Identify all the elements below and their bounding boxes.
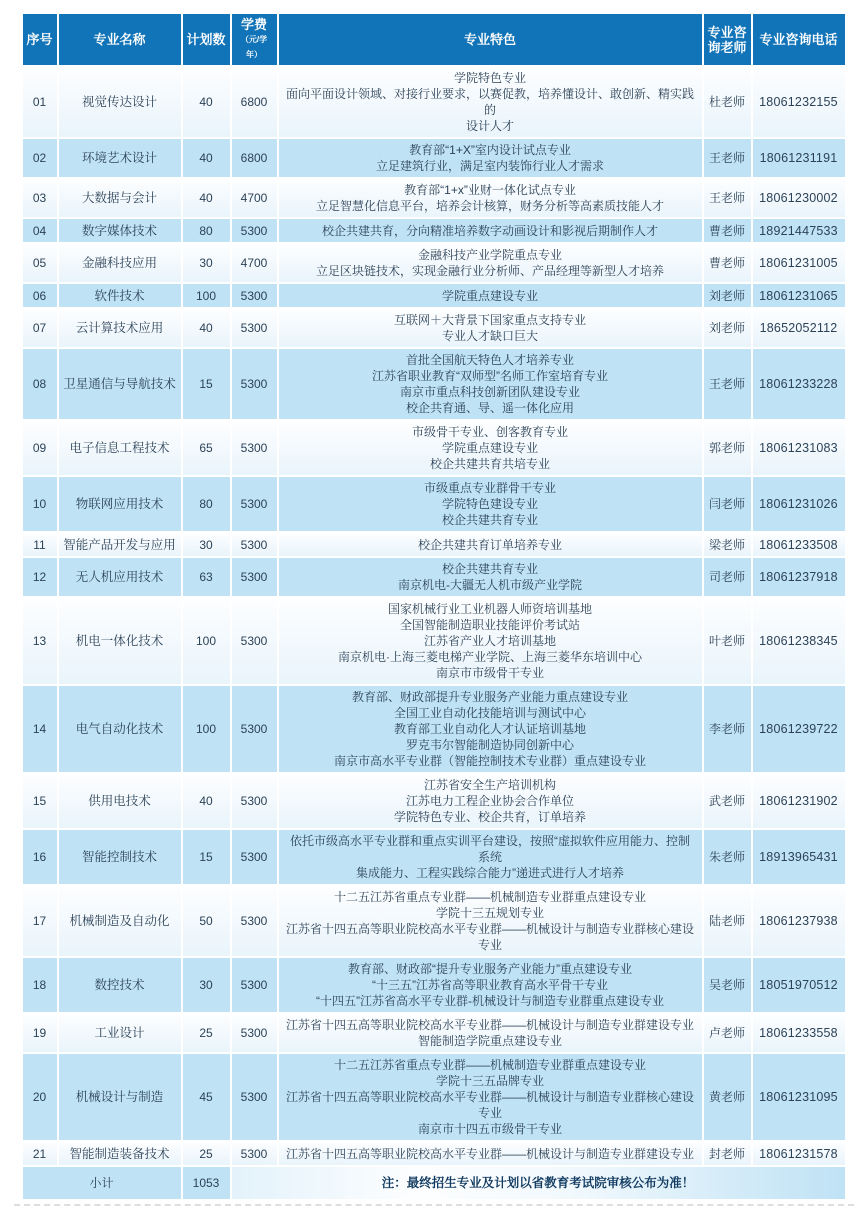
col-header-tuition (232, 14, 277, 65)
consult-teacher: 武老师 (704, 774, 751, 828)
major-features (279, 830, 702, 884)
feature-line: 学院重点建设专业 (441, 441, 538, 455)
major-features (279, 477, 702, 531)
major-name: 工业设计 (59, 1014, 181, 1052)
major-features (279, 1054, 702, 1140)
col-header-plan-count: 计划数 (183, 14, 230, 65)
feature-line: 市级重点专业群骨干专业 (423, 481, 556, 495)
consult-phone: 18913965431 (753, 830, 845, 884)
consult-teacher: 司老师 (704, 558, 751, 596)
table-footer-row (23, 1167, 845, 1199)
table-row (23, 1014, 845, 1052)
tuition-fee: 6800 (232, 139, 277, 177)
feature-line: 全国智能制造职业技能评价考试站 (399, 618, 580, 632)
plan-count: 25 (183, 1142, 230, 1165)
feature-line: 立足建筑行业，满足室内装饰行业人才需求 (375, 159, 604, 173)
plan-count: 30 (183, 244, 230, 282)
major-name: 大数据与会计 (59, 179, 181, 217)
feature-line: 江苏省十四五高等职业院校高水平专业群——机械设计与制造专业群核心建设专业 (285, 922, 694, 952)
table-row (23, 309, 845, 347)
consult-teacher: 黄老师 (704, 1054, 751, 1140)
tuition-fee: 5300 (232, 958, 277, 1012)
consult-phone: 18061231005 (753, 244, 845, 282)
consult-teacher: 梁老师 (704, 533, 751, 556)
consult-phone: 18061233508 (753, 533, 845, 556)
row-number: 16 (23, 830, 57, 884)
row-number: 04 (23, 219, 57, 242)
tuition-fee: 5300 (232, 886, 277, 956)
row-number: 01 (23, 67, 57, 137)
major-name: 云计算技术应用 (59, 309, 181, 347)
major-name: 电气自动化技术 (59, 686, 181, 772)
plan-count: 40 (183, 309, 230, 347)
table-header-row (23, 14, 845, 65)
plan-count: 40 (183, 774, 230, 828)
feature-line: 首批全国航天特色人才培养专业 (405, 353, 574, 367)
feature-line: 南京市市级骨干专业 (435, 666, 544, 680)
footer-note: 注：最终招生专业及计划以省教育考试院审核公布为准！ (232, 1167, 845, 1199)
consult-phone: 18061231902 (753, 774, 845, 828)
tuition-fee: 5300 (232, 219, 277, 242)
tuition-fee: 4700 (232, 179, 277, 217)
consult-phone: 18061233228 (753, 349, 845, 419)
consult-teacher: 吴老师 (704, 958, 751, 1012)
consult-phone: 18061231578 (753, 1142, 845, 1165)
plan-count: 100 (183, 284, 230, 307)
row-number: 07 (23, 309, 57, 347)
consult-teacher: 王老师 (704, 349, 751, 419)
plan-count: 25 (183, 1014, 230, 1052)
feature-line: 学院特色专业 (453, 71, 526, 85)
major-name: 电子信息工程技术 (59, 421, 181, 475)
table-row (23, 774, 845, 828)
consult-phone: 18061231191 (753, 139, 845, 177)
tuition-fee: 5300 (232, 1142, 277, 1165)
consult-teacher: 李老师 (704, 686, 751, 772)
feature-line: “十四五”江苏省高水平专业群-机械设计与制造专业群重点建设专业 (316, 994, 664, 1008)
consult-phone: 18061230002 (753, 179, 845, 217)
feature-line: 南京机电-大疆无人机市级产业学院 (398, 578, 582, 592)
consult-phone: 18061233558 (753, 1014, 845, 1052)
feature-line: 学院十三五品牌专业 (435, 1074, 544, 1088)
major-features (279, 958, 702, 1012)
consult-phone: 18061231095 (753, 1054, 845, 1140)
table-row (23, 421, 845, 475)
tuition-fee: 5300 (232, 284, 277, 307)
teacher-header-line2: 询老师 (707, 39, 747, 55)
consult-phone: 18061238345 (753, 598, 845, 684)
tuition-fee: 5300 (232, 774, 277, 828)
feature-line: “十三五”江苏省高等职业教育高水平骨干专业 (372, 978, 608, 992)
table-row (23, 139, 845, 177)
table-row (23, 958, 845, 1012)
table-row (23, 830, 845, 884)
feature-line: 罗克韦尔智能制造协同创新中心 (405, 738, 574, 752)
major-name: 机械设计与制造 (59, 1054, 181, 1140)
feature-line: 学院十三五规划专业 (435, 906, 544, 920)
major-name: 环境艺术设计 (59, 139, 181, 177)
row-number: 14 (23, 686, 57, 772)
consult-teacher: 刘老师 (704, 284, 751, 307)
major-name: 无人机应用技术 (59, 558, 181, 596)
col-header-phone: 专业咨询电话 (753, 14, 845, 65)
table-row (23, 349, 845, 419)
feature-line: 集成能力、工程实践综合能力”递进式进行人才培养 (356, 866, 624, 880)
col-header-major-name: 专业名称 (59, 14, 181, 65)
feature-line: 校企共育通、导、遥一体化应用 (405, 401, 574, 415)
plan-count: 30 (183, 958, 230, 1012)
major-name: 机械制造及自动化 (59, 886, 181, 956)
table-row (23, 284, 845, 307)
tuition-fee: 6800 (232, 67, 277, 137)
row-number: 09 (23, 421, 57, 475)
row-number: 10 (23, 477, 57, 531)
consult-teacher: 卢老师 (704, 1014, 751, 1052)
feature-line: 互联网＋大背景下国家重点支持专业 (393, 313, 586, 327)
feature-line: 校企共建共育共培专业 (429, 457, 550, 471)
table-row (23, 1054, 845, 1140)
consult-teacher: 朱老师 (704, 830, 751, 884)
feature-line: 南京市高水平专业群（智能控制技术专业群）重点建设专业 (333, 754, 646, 768)
plan-count: 100 (183, 686, 230, 772)
tuition-fee: 5300 (232, 830, 277, 884)
feature-line: 市级骨干专业、创客教育专业 (411, 425, 568, 439)
consult-teacher: 曹老师 (704, 244, 751, 282)
plan-count: 15 (183, 830, 230, 884)
major-features (279, 244, 702, 282)
consult-phone: 18061231026 (753, 477, 845, 531)
feature-line: 江苏省职业教育“双师型”名师工作室培育专业 (372, 369, 608, 383)
table-row (23, 179, 845, 217)
major-name: 数控技术 (59, 958, 181, 1012)
row-number: 21 (23, 1142, 57, 1165)
consult-phone: 18921447533 (753, 219, 845, 242)
major-features (279, 533, 702, 556)
table-row (23, 244, 845, 282)
plan-count: 50 (183, 886, 230, 956)
feature-line: 教育部“1+X”室内设计试点专业 (409, 143, 571, 157)
plan-count: 80 (183, 477, 230, 531)
feature-line: 学院特色专业、校企共育，订单培养 (393, 810, 586, 824)
consult-teacher: 闫老师 (704, 477, 751, 531)
consult-phone: 18051970512 (753, 958, 845, 1012)
feature-line: 依托市级高水平专业群和重点实训平台建设，按照“虚拟软件应用能力、控制系统 (290, 834, 690, 864)
row-number: 13 (23, 598, 57, 684)
feature-line: 立足智慧化信息平台，培养会计核算，财务分析等高素质技能人才 (315, 199, 664, 213)
plan-count: 100 (183, 598, 230, 684)
consult-phone: 18652052112 (753, 309, 845, 347)
row-number: 03 (23, 179, 57, 217)
major-features (279, 219, 702, 242)
row-number: 11 (23, 533, 57, 556)
plan-count: 15 (183, 349, 230, 419)
major-features (279, 686, 702, 772)
major-features (279, 598, 702, 684)
row-number: 17 (23, 886, 57, 956)
feature-line: 教育部工业自动化人才认证培训基地 (393, 722, 586, 736)
feature-line: 金融科技产业学院重点专业 (417, 248, 562, 262)
table-row (23, 686, 845, 772)
tuition-fee: 5300 (232, 558, 277, 596)
feature-line: 江苏省安全生产培训机构 (423, 778, 556, 792)
feature-line: 教育部“1+x”业财一体化试点专业 (404, 183, 576, 197)
major-features (279, 1014, 702, 1052)
row-number: 15 (23, 774, 57, 828)
table-row (23, 477, 845, 531)
major-features (279, 774, 702, 828)
feature-line: 教育部、财政部“提升专业服务产业能力”重点建设专业 (348, 962, 632, 976)
major-name: 物联网应用技术 (59, 477, 181, 531)
major-name: 数字媒体技术 (59, 219, 181, 242)
consult-phone: 18061237938 (753, 886, 845, 956)
feature-line: 全国工业自动化技能培训与测试中心 (393, 706, 586, 720)
tuition-fee: 5300 (232, 421, 277, 475)
table-row (23, 598, 845, 684)
feature-line: 学院重点建设专业 (441, 288, 538, 303)
tuition-header-label: 学费 (240, 17, 267, 32)
feature-line: 设计人才 (465, 119, 514, 133)
plan-count: 40 (183, 139, 230, 177)
table-body (23, 67, 845, 1165)
feature-line: 江苏省十四五高等职业院校高水平专业群——机械设计与制造专业群核心建设专业 (285, 1090, 694, 1120)
major-name: 智能控制技术 (59, 830, 181, 884)
row-number: 05 (23, 244, 57, 282)
major-name: 智能制造装备技术 (59, 1142, 181, 1165)
major-features (279, 139, 702, 177)
tuition-fee: 4700 (232, 244, 277, 282)
plan-count: 45 (183, 1054, 230, 1140)
feature-line: 校企共建共育专业 (441, 513, 538, 527)
table-row (23, 886, 845, 956)
consult-teacher: 郭老师 (704, 421, 751, 475)
feature-line: 十二五江苏省重点专业群——机械制造专业群重点建设专业 (333, 890, 646, 904)
major-features (279, 309, 702, 347)
feature-line: 江苏省十四五高等职业院校高水平专业群——机械设计与制造专业群建设专业 (285, 1018, 694, 1032)
row-number: 06 (23, 284, 57, 307)
consult-teacher: 陆老师 (704, 886, 751, 956)
plan-count: 40 (183, 179, 230, 217)
consult-teacher: 曹老师 (704, 219, 751, 242)
tuition-fee: 5300 (232, 533, 277, 556)
consult-phone: 18061231065 (753, 284, 845, 307)
consult-teacher: 叶老师 (704, 598, 751, 684)
subtotal-label: 小计 (23, 1167, 181, 1199)
consult-teacher: 王老师 (704, 139, 751, 177)
feature-line: 校企共建共育订单培养专业 (417, 537, 562, 552)
tuition-fee: 5300 (232, 598, 277, 684)
plan-count: 80 (183, 219, 230, 242)
consult-phone: 18061237918 (753, 558, 845, 596)
row-number: 02 (23, 139, 57, 177)
feature-line: 南京市十四五市级骨干专业 (417, 1122, 562, 1136)
tuition-fee: 5300 (232, 309, 277, 347)
table-row (23, 67, 845, 137)
feature-line: 立足区块链技术，实现金融行业分析师、产品经理等新型人才培养 (315, 264, 664, 278)
feature-line: 江苏省十四五高等职业院校高水平专业群——机械设计与制造专业群建设专业 (285, 1146, 694, 1161)
consult-teacher: 王老师 (704, 179, 751, 217)
major-features (279, 67, 702, 137)
enrollment-plan-table (23, 14, 845, 1199)
tuition-fee: 5300 (232, 1054, 277, 1140)
row-number: 08 (23, 349, 57, 419)
feature-line: 十二五江苏省重点专业群——机械制造专业群重点建设专业 (333, 1058, 646, 1072)
major-features (279, 421, 702, 475)
feature-line: 校企共建共育专业 (441, 562, 538, 576)
col-header-features: 专业特色 (279, 14, 702, 65)
plan-count: 30 (183, 533, 230, 556)
major-name: 视觉传达设计 (59, 67, 181, 137)
plan-count: 65 (183, 421, 230, 475)
subtotal-value: 1053 (183, 1167, 230, 1199)
major-name: 卫星通信与导航技术 (59, 349, 181, 419)
feature-line: 国家机械行业工业机器人师资培训基地 (387, 602, 592, 616)
tuition-header-unit: （元/学年） (240, 35, 268, 59)
table-row (23, 1142, 845, 1165)
consult-teacher: 封老师 (704, 1142, 751, 1165)
row-number: 20 (23, 1054, 57, 1140)
major-features (279, 349, 702, 419)
major-features (279, 886, 702, 956)
table-row (23, 219, 845, 242)
consult-teacher: 杜老师 (704, 67, 751, 137)
feature-line: 江苏电力工程企业协会合作单位 (405, 794, 574, 808)
consult-teacher: 刘老师 (704, 309, 751, 347)
feature-line: 面向平面设计领域、对接行业要求，以赛促教，培养懂设计、敢创新、精实践的 (285, 87, 694, 117)
tuition-fee: 5300 (232, 477, 277, 531)
table-row (23, 533, 845, 556)
major-features (279, 284, 702, 307)
major-name: 智能产品开发与应用 (59, 533, 181, 556)
consult-phone: 18061239722 (753, 686, 845, 772)
plan-count: 40 (183, 67, 230, 137)
plan-count: 63 (183, 558, 230, 596)
feature-line: 南京市重点科技创新团队建设专业 (399, 385, 580, 399)
major-features (279, 558, 702, 596)
feature-line: 学院特色建设专业 (441, 497, 538, 511)
feature-line: 专业人才缺口巨大 (441, 329, 538, 343)
consult-phone: 18061232155 (753, 67, 845, 137)
major-name: 机电一体化技术 (59, 598, 181, 684)
major-features (279, 179, 702, 217)
feature-line: 教育部、财政部提升专业服务产业能力重点建设专业 (351, 690, 628, 704)
major-name: 供用电技术 (59, 774, 181, 828)
tuition-fee: 5300 (232, 349, 277, 419)
col-header-teacher (704, 14, 751, 65)
col-header-no: 序号 (23, 14, 57, 65)
feature-line: 南京机电·上海三菱电梯产业学院、上海三菱华东培训中心 (338, 650, 642, 664)
major-features (279, 1142, 702, 1165)
consult-phone: 18061231083 (753, 421, 845, 475)
feature-line: 校企共建共育，分向精准培养数字动画设计和影视后期制作人才 (321, 223, 658, 238)
teacher-header-line1: 专业咨 (707, 24, 747, 40)
major-name: 金融科技应用 (59, 244, 181, 282)
row-number: 18 (23, 958, 57, 1012)
tuition-fee: 5300 (232, 1014, 277, 1052)
row-number: 12 (23, 558, 57, 596)
feature-line: 智能制造学院重点建设专业 (417, 1034, 562, 1048)
major-name: 软件技术 (59, 284, 181, 307)
tuition-fee: 5300 (232, 686, 277, 772)
row-number: 19 (23, 1014, 57, 1052)
feature-line: 江苏省产业人才培训基地 (423, 634, 556, 648)
table-row (23, 558, 845, 596)
